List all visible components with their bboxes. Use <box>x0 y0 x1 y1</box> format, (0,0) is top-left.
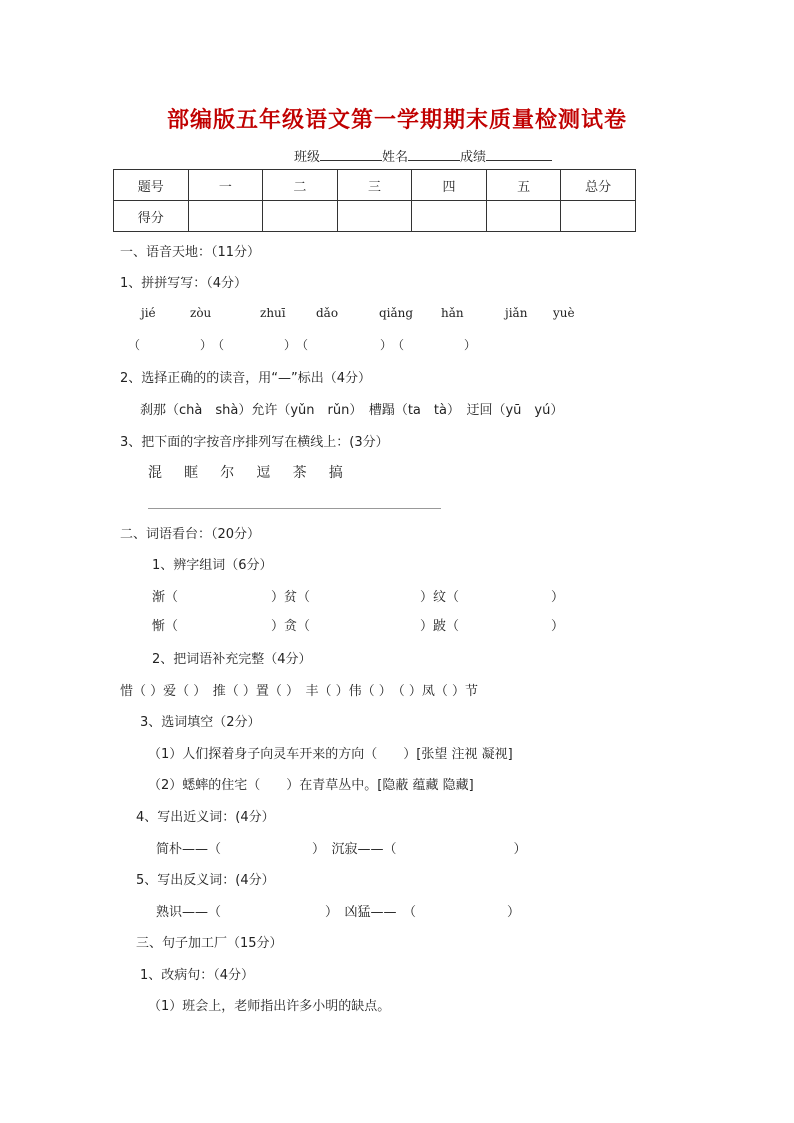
char-item: 逗 <box>256 465 271 481</box>
pinyin-item: qiǎng <box>379 306 414 320</box>
question-content: 惜（ ）爱（ ） 推（ ）置（ ） 丰（ ）伟（ ） （ ）凤（ ）节 <box>120 684 479 699</box>
question-content: 刹那（chà shà）允许（yǔn rǔn） 槽蹋（ta tà） 迂回（yū yú） <box>140 403 564 418</box>
question-content: （2）蟋蟀的住宅（ ）在青草丛中。[隐蔽 蕴藏 隐藏] <box>148 778 474 793</box>
word-group: ）跛（ <box>420 619 460 634</box>
word-group: 渐（ <box>152 590 179 605</box>
score-cell[interactable] <box>561 201 636 232</box>
question-content: （1）人们探着身子向灵车开来的方向（ ）[张望 注视 凝视] <box>148 747 513 762</box>
page-title: 部编版五年级语文第一学期期末质量检测试卷 <box>166 107 627 133</box>
table-cell: 二 <box>263 170 338 201</box>
pinyin-item: jié <box>141 306 156 320</box>
score-table-score-row <box>114 201 636 232</box>
name-label: 姓名 <box>382 150 409 165</box>
score-table <box>113 169 636 232</box>
table-cell: 得分 <box>114 201 189 232</box>
score-cell[interactable] <box>188 201 263 232</box>
student-info-line <box>294 146 552 165</box>
table-cell: 总分 <box>561 170 636 201</box>
word-group: ） <box>551 590 565 605</box>
word-group: ） <box>551 619 565 634</box>
pinyin-item: zòu <box>190 306 212 320</box>
score-cell[interactable] <box>263 201 338 232</box>
question-label: 5、写出反义词：(4分） <box>136 873 275 888</box>
question-content: 简朴——（ ） 沉寂——（ ） <box>156 842 527 857</box>
question-label: 2、把词语补充完整（4分） <box>152 652 312 667</box>
answer-line[interactable] <box>148 508 441 509</box>
class-label: 班级 <box>294 150 321 165</box>
word-group: ）贫（ <box>271 590 311 605</box>
char-item: 搞 <box>328 465 343 481</box>
pinyin-item: dǎo <box>316 306 339 320</box>
question-label: 3、选词填空（2分） <box>140 715 261 730</box>
char-item: 尔 <box>220 465 235 481</box>
table-cell: 四 <box>412 170 487 201</box>
table-cell: 五 <box>486 170 561 201</box>
question-label: 4、写出近义词：(4分） <box>136 810 275 825</box>
pinyin-item: jiǎn <box>505 306 528 320</box>
score-blank[interactable] <box>486 148 552 161</box>
char-list <box>148 462 361 482</box>
class-blank[interactable] <box>320 148 382 161</box>
table-cell: 一 <box>188 170 263 201</box>
char-item: 混 <box>148 465 162 481</box>
pinyin-item: hǎn <box>441 306 464 320</box>
word-group: 惭（ <box>152 619 179 634</box>
section-1-heading: 一、语音天地：（11分） <box>120 245 261 260</box>
question-label: 1、拼拼写写：（4分） <box>120 276 248 291</box>
score-label: 成绩 <box>460 150 487 165</box>
name-blank[interactable] <box>408 148 460 161</box>
question-label: 2、选择正确的的读音，用“—”标出（4分） <box>120 371 372 386</box>
score-cell[interactable] <box>412 201 487 232</box>
question-label: 1、改病句：（4分） <box>140 968 255 983</box>
pinyin-item: zhuī <box>260 306 286 320</box>
section-2-heading: 二、词语看台：（20分） <box>120 527 261 542</box>
question-content: 熟识——（ ） 凶猛—— （ ） <box>156 905 521 920</box>
answer-brackets[interactable]: （ ） （ ） （ ） （ ） <box>128 338 477 352</box>
table-cell: 题号 <box>114 170 189 201</box>
pinyin-item: yuè <box>553 306 575 320</box>
table-cell: 三 <box>337 170 412 201</box>
question-label: 1、辨字组词（6分） <box>152 558 273 573</box>
char-item: 眶 <box>184 465 199 481</box>
question-content: （1）班会上，老师指出许多小明的缺点。 <box>148 999 391 1014</box>
word-group: ）贪（ <box>271 619 311 634</box>
char-item: 茶 <box>292 465 307 481</box>
score-table-header-row <box>114 170 636 201</box>
score-cell[interactable] <box>337 201 412 232</box>
question-label: 3、把下面的字按音序排列写在横线上：(3分） <box>120 435 389 450</box>
section-3-heading: 三、句子加工厂（15分） <box>136 936 283 951</box>
word-group: ）纹（ <box>420 590 460 605</box>
score-cell[interactable] <box>486 201 561 232</box>
